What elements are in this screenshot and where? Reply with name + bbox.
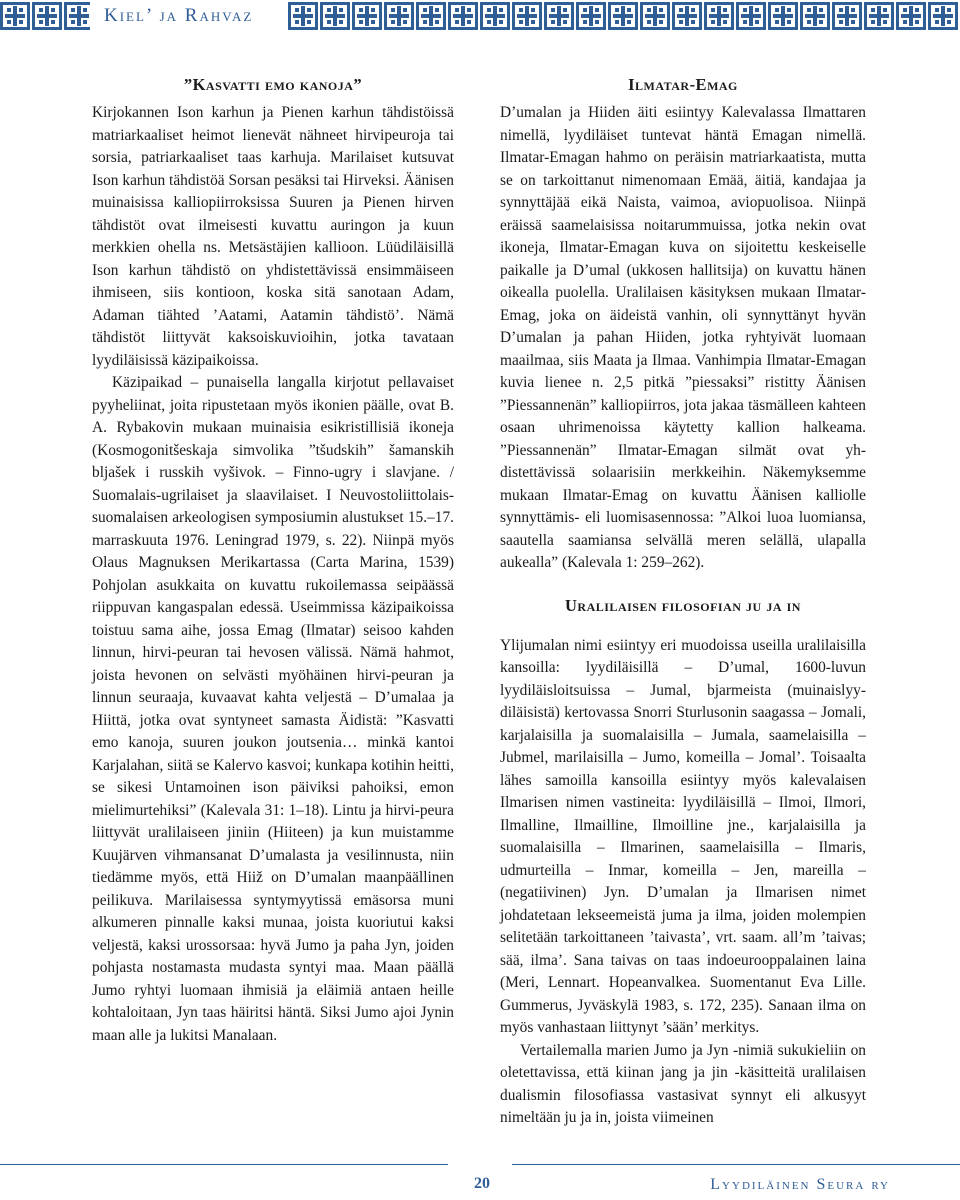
section-title-ilmatar: Ilmatar-Emag — [628, 75, 738, 94]
section-title-kasvatti: ”Kasvatti emo kanoja” — [183, 75, 363, 94]
ornament-motif-icon — [480, 2, 510, 30]
right-paragraph-1: D’umalan ja Hiiden äiti esiintyy Kalevalassa Ilmattaren nimellä, lyydiläiset tuntevat häntä Emagan nimellä. Ilmatar-Emagan hahmo on peräisin matriarkaatista, mutta se on tarkoittanut nimenomaan Emää, äitiä, kandajaa ja synnyttäjää eikä Naista, vaimoa, aviopuolisoa. Niinpä eräissä saamelaisissa noitarummuissa, jotka nekin ovat ikoneja, Ilmatar-Emagan kuva on sijoitettu keskeiselle paikalle ja D’umal (ukkosen hallitsija) on kuvattu hänen oikealla puolella. Uralilaisen käsityksen mukaan Ilmatar-Emag, joka on äideistä vanhin, oli synnyttänyt hyvän D’umalan ja pahan Hiiden, jotka ryhtyivät luomaan maailmaa, siis Maata ja Ilmaa. Vanhimpia Ilmatar-Emagan kuvia lienee n. 2,5 pitkä ”piessaksi” ristitty Äänisen ”Piessannenän” kalliopiirros, jota jakaa täsmälleen kahteen osaan uhrimenoissa käytetty kallion halkeama. ”Piessannenän” Ilmatar-Emagan silmät ovat yhdistettävissä solaarisiin merkkeihin. Näkemyksemme mukaan Ilmatar-Emag on kuvattu Äänisen kalliolle synnyttämis- eli luomisasennossa: ”Alkoi luoa luomiansa, saautella saamiansa selvällä meren selällä, ulapalla aukealla” (Kalevala 1: 259–262). — [500, 104, 866, 571]
ornament-motif-icon — [672, 2, 702, 30]
left-paragraph-2: Käzipaikad – punaisella langalla kirjotut pellavaiset pyyheliinat, joita ripustetaan myös ikonien päälle, ovat B. A. Rybakovin mukaan muinaisia esikristillisiä ikoneja (Kosmogonitšeskaja simvolika ”tšudskih” šamanskih bljašek i russkih vyšivok. – Finno-ugry i slavjane. / Suomalais-ugrilaiset ja slaavilaiset. I Neuvostoliittolais-suomalaisen arkeologisen symposiumin alustukset 15.–17. marraskuuta 1976. Leningrad 1979, s. 22). Niinpä myös Olaus Magnuksen Merikartassa (Carta Marina, 1539) Pohjolan asukkaita on kuvattu rukoilemassa seipäässä riippuvan kangaspalan edessä. Useimmissa käzipaikoissa toistuu sama aihe, jossa Emag (Ilmatar) seisoo kahden linnun, hirvi-peuran tai hevosen välissä. Nämä hahmot, joista hevonen on selvästi myöhäinen hirvi-peuran ja linnun seuraaja, kuvaavat kahta veljestä – D’umalaa ja Hiittä, jotka ovat syntyneet samasta Äidistä: ”Kasvatti emo kanoja, suuren joukon joutsenia… minkä kantoi Karjalahan, siitä se Kalervo kasvoi; kunkapa kotihin heitti, se sikesi Untamoinen ison päiviksi pahoiksi, emon mielimurtehiksi” (Kalevala 31: 1–18). Lintu ja hirvi-peura liittyvät uralilaiseen jiniin (Hiiteen) ja kun muistamme Kuujärven vihmansanat D’umalasta ja vesilinnusta, niin tiedämme myös, että Hiiž on D’umalan maanpäällinen peilikuva. Marilaisessa syntymyytissä emäsorsa muni alkumeren pinnalle kaksi munaa, joista kuoriutui kaksi veljestä, kaksi urossorsaa: hyvä Jumo ja paha Jyn, joiden pohjasta nostamasta mudasta syntyi maa. Maan päällä Jumo ryhtyi luomaan ihmisiä ja eläimiä antaen heille kohtaloitaan, Jyn taas häiritsi häntä. Siksi Jumo ajoi Jynin maan alle ja lukitsi Manalaan. — [92, 374, 455, 1044]
ornament-motif-icon — [896, 2, 926, 30]
ornament-motif-icon — [320, 2, 350, 30]
ornament-motif-icon — [512, 2, 542, 30]
ornament-motif-icon — [576, 2, 606, 30]
ornament-motif-icon — [352, 2, 382, 30]
ornament-motif-icon — [736, 2, 766, 30]
running-title: Kiel’ ja Rahvaz — [104, 5, 254, 26]
header-ornament-left — [0, 2, 90, 30]
right-paragraph-3: Vertailemalla marien Jumo ja Jyn -nimiä sukukieliin on oletettavissa, että kiinan jang ja jin -käsitteitä uralilaisen dualismin filosofiassa vastasivat synnyt eli alkusyyt nimeltään ju ja in, joista viimeinen — [500, 1041, 866, 1126]
ornament-motif-icon — [32, 2, 62, 30]
ornament-motif-icon — [0, 2, 30, 30]
ornament-motif-icon — [384, 2, 414, 30]
right-column — [500, 74, 866, 1130]
footer-rule-right — [512, 1164, 960, 1165]
page-number: 20 — [474, 1175, 490, 1192]
running-header — [0, 0, 960, 36]
footer-rule-left — [0, 1164, 448, 1165]
ornament-motif-icon — [64, 2, 90, 30]
ornament-motif-icon — [704, 2, 734, 30]
footer-publisher: Lyydiläinen Seura ry — [710, 1176, 890, 1193]
ornament-motif-icon — [608, 2, 638, 30]
ornament-motif-icon — [448, 2, 478, 30]
ornament-motif-icon — [928, 2, 958, 30]
section-title-filosofia: Uralilaisen filosofian ju ja in — [565, 595, 801, 615]
ornament-motif-icon — [416, 2, 446, 30]
ornament-motif-icon — [832, 2, 862, 30]
ornament-motif-icon — [288, 2, 318, 30]
right-paragraph-2: Ylijumalan nimi esiintyy eri muodoissa useilla uralilaisilla kansoilla: lyydiläisillä – D’umal, 1600-luvun lyydiläisloitsuissa – Jumal, bjarmeista (muinaislyydiläisistä) kertovassa Snorri Sturlusonin saagassa – Jomali, karjalaisilla ja suomalaisilla – Jumala, saamelaisilla – Jubmel, marilaisilla – Jumo, komeilla – Jomal’. Toisaalta lähes samoilla kansoilla esiintyy myös kalevalaisen Ilmarisen nimen vastineita: lyydiläisillä – Ilmoi, Ilmori, Ilmalline, Ilmailline, Ilmoilline jne., karjalaisilla ja suomalaisilla – Ilmarinen, saamelaisilla – Ilmaris, udmurteilla – Inmar, komeilla – Jen, mareilla – (negatiivinen) Jyn. D’umalan ja Ilmarisen nimet johdatetaan lekseemeistä juma ja ilma, joiden molempien selitetään tarkoittaneen ’taivasta’, vrt. saam. all’m ’taivas; sää, ilma’. Sana taivas on taas indoeurooppalainen laina (Meri, Lennart. Hopeanvalkea. Suomentanut Eva Lille. Gummerus, Jyväskylä 1983, s. 172, 235). Sanaan ilma on myös vanhastaan liittynyt ’sään’ merkitys. — [500, 636, 866, 1036]
left-column — [92, 74, 454, 1047]
ornament-motif-icon — [800, 2, 830, 30]
ornament-motif-icon — [640, 2, 670, 30]
ornament-motif-icon — [768, 2, 798, 30]
ornament-motif-icon — [864, 2, 894, 30]
ornament-motif-icon — [544, 2, 574, 30]
left-paragraph-1: Kirjokannen Ison karhun ja Pienen karhun tähdistöissä matriarkaaliset heimot lienevät nähneet hirvipeuroja tai sorsia, patriarkaaliset taas karhuja. Marilaiset kutsuvat Ison karhun tähdistöä Sorsan pesäksi tai Hirveksi. Äänisen muinaisissa kalliopiirroksissa Suuren ja Pienen hirven tähdistöt ovat ilmeisesti kuvattu auringon ja kuun merkkien ohella ns. Metsästäjien kallioon. Lüüdiläisillä Ison karhun tähdistö on yhdistettävissä ensimmäiseen ihmiseen, siis kontioon, koska sitä sanotaan Adam, Adaman tiähted ’Aatami, Aatamin tähdistö’. Nämä tähdistöt liittyvät kaksoiskuvioihin, jotka tavataan lyydiläisissä käzipaikoissa. — [92, 104, 454, 369]
header-ornament-right — [288, 2, 960, 30]
